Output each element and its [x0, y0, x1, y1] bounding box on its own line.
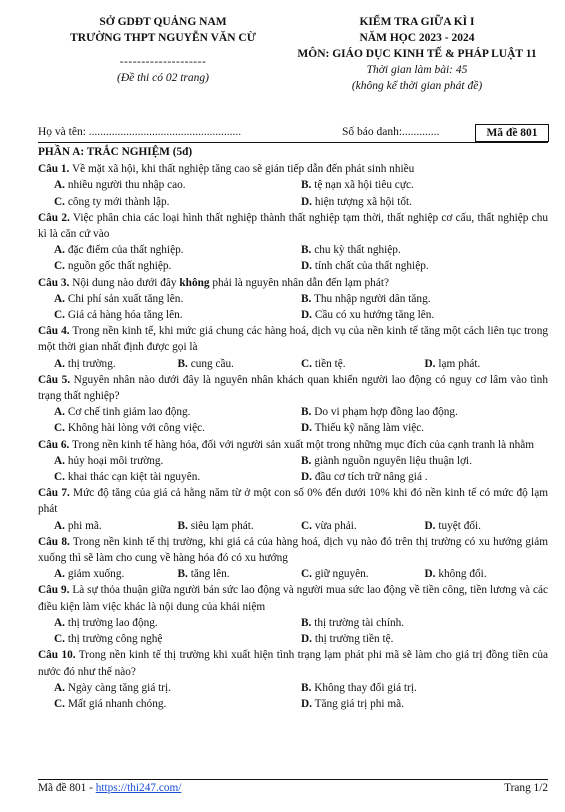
- option-text: tính chất của thất nghiệp.: [314, 260, 429, 273]
- option-letter: D.: [424, 568, 436, 581]
- header-right: [272, 14, 562, 94]
- question-text: Nguyên nhân nào dưới đây là nguyên nhân khách quan khiến người lao động có nguy cơ lâm vào tình trạng thất nghiệp?: [38, 373, 548, 403]
- question-number: Câu 2.: [38, 211, 70, 224]
- option-letter: D.: [301, 309, 312, 322]
- option-letter: A.: [54, 179, 65, 192]
- option-letter: D.: [301, 260, 312, 273]
- options-2: [38, 242, 548, 274]
- option-text: phi mã.: [67, 519, 102, 532]
- option-a: [54, 615, 301, 631]
- option-text: Tăng giá trị phi mã.: [314, 697, 405, 710]
- question-3: [38, 275, 548, 291]
- option-d: [425, 356, 549, 372]
- question-number: Câu 9.: [38, 584, 70, 597]
- option-text: thị trường tiền tệ.: [314, 633, 394, 646]
- candidate-number-field: Số báo danh:.............: [342, 126, 440, 138]
- option-letter: B.: [301, 454, 312, 467]
- option-b: [178, 356, 302, 372]
- option-text: Cơ chế tinh giảm lao động.: [67, 406, 191, 419]
- option-text: chu kỳ thất nghiệp.: [314, 244, 401, 257]
- exam-code-box: Mã đề 801: [475, 124, 549, 142]
- option-text: hiện tượng xã hội tốt.: [314, 195, 412, 208]
- option-letter: B.: [301, 681, 312, 694]
- exam-content: [38, 144, 548, 712]
- options-3: [38, 291, 548, 323]
- part-a-title: PHẦN A: TRẮC NGHIỆM (5đ): [38, 146, 193, 158]
- option-letter: A.: [54, 568, 65, 581]
- option-c: [54, 194, 301, 210]
- student-info: [38, 124, 548, 142]
- option-text: thị trường tài chính.: [314, 616, 405, 629]
- option-b: [301, 615, 548, 631]
- option-letter: D.: [301, 471, 312, 484]
- option-d: [301, 258, 548, 274]
- option-text: tiền tệ.: [314, 357, 346, 370]
- question-10: [38, 647, 548, 679]
- option-text: Cầu có xu hướng tăng lên.: [314, 309, 435, 322]
- option-text: tệ nạn xã hội tiêu cực.: [314, 179, 414, 192]
- option-a: [54, 680, 301, 696]
- question-list: [38, 161, 548, 712]
- option-letter: B.: [301, 244, 312, 257]
- footer-link[interactable]: https://thi247.com/: [95, 782, 182, 794]
- option-text: tuyệt đối.: [438, 519, 481, 532]
- options-6: [38, 453, 548, 485]
- question-text-pre: Nội dung nào dưới đây: [69, 276, 180, 289]
- option-text: Không hài lòng với công việc.: [67, 422, 205, 435]
- option-d: [301, 469, 548, 485]
- question-7: [38, 485, 548, 517]
- option-letter: A.: [54, 681, 65, 694]
- question-9: [38, 582, 548, 614]
- option-a: [54, 453, 301, 469]
- option-text: nhiều người thu nhập cao.: [67, 179, 186, 192]
- option-letter: C.: [301, 357, 312, 370]
- option-text: khai thác cạn kiệt tài nguyên.: [67, 471, 201, 484]
- question-6: [38, 437, 548, 453]
- option-letter: B.: [301, 179, 312, 192]
- option-d: [301, 696, 548, 712]
- option-letter: C.: [54, 471, 65, 484]
- name-field: Họ và tên: .....................................................: [38, 126, 242, 138]
- option-d: [301, 420, 548, 436]
- option-text: Chi phí sản xuất tăng lên.: [67, 292, 184, 305]
- option-a: [54, 566, 178, 582]
- option-letter: B.: [301, 616, 312, 629]
- option-letter: C.: [54, 260, 65, 273]
- subject: MÔN: GIÁO DỤC KINH TẾ & PHÁP LUẬT 11: [297, 48, 537, 60]
- question-text: Mức độ tăng của giá cả hằng năm từ ở một con số 0% đến dưới 10% khi đó nền kinh tế có mức độ lạm phát: [38, 487, 548, 516]
- option-a: [54, 404, 301, 420]
- option-text: cung cầu.: [190, 357, 234, 370]
- option-letter: D.: [424, 357, 436, 370]
- options-10: [38, 680, 548, 712]
- option-c: [301, 356, 425, 372]
- option-letter: C.: [54, 195, 65, 208]
- option-a: [54, 356, 178, 372]
- option-letter: D.: [301, 697, 312, 710]
- option-letter: C.: [54, 633, 65, 646]
- question-8: [38, 534, 548, 566]
- option-text: Do vi phạm hợp đồng lao động.: [314, 406, 458, 419]
- option-a: [54, 291, 301, 307]
- time-limit: Thời gian làm bài: 45: [366, 64, 468, 76]
- option-letter: A.: [54, 244, 65, 257]
- option-letter: B.: [301, 292, 312, 305]
- option-text: đầu cơ tích trữ nâng giá .: [314, 471, 428, 484]
- option-text: siêu lạm phát.: [190, 519, 254, 532]
- option-letter: C.: [301, 568, 312, 581]
- option-text: thị trường lao động.: [67, 616, 158, 629]
- options-8: [38, 566, 548, 582]
- question-text: Là sự thỏa thuận giữa người bán sức lao động và người mua sức lao động về tiền công, tiền lương và các điều kiện làm việc khác là nội dung của khái niệm: [38, 584, 548, 613]
- option-c: [54, 696, 301, 712]
- question-text-bold: không: [179, 276, 210, 289]
- option-text: giảm xuống.: [67, 568, 125, 581]
- option-text: giành nguồn nguyên liệu thuận lợi.: [314, 454, 473, 467]
- option-text: Ngày càng tăng giá trị.: [67, 681, 172, 694]
- question-number: Câu 1.: [38, 163, 70, 176]
- option-text: công ty mới thành lập.: [67, 195, 170, 208]
- question-number: Câu 3.: [38, 276, 70, 289]
- question-text: Trong nền kinh tế, khi mức giá chung các hàng hoá, dịch vụ của nền kinh tế tăng một cách liên tục trong một thời gian nhất định được gọi là: [38, 325, 548, 354]
- option-c: [301, 518, 425, 534]
- option-letter: A.: [54, 616, 65, 629]
- option-letter: D.: [301, 422, 312, 435]
- option-b: [301, 242, 548, 258]
- option-text: đặc điểm của thất nghiệp.: [67, 244, 184, 257]
- option-letter: A.: [54, 454, 65, 467]
- options-4: [38, 356, 548, 372]
- question-text: Trong nền kinh tế hàng hóa, đối với người sản xuất một trong những mục đích của cạnh tranh là nhằm: [69, 438, 535, 451]
- option-d: [301, 307, 548, 323]
- question-text: Trong nền kinh tế thị trường khi xuất hiện tình trạng lạm phát phi mã sẽ làm cho giá trị đồng tiền của nước đó như thế nào?: [38, 649, 548, 678]
- options-7: [38, 518, 548, 534]
- option-c: [54, 631, 301, 647]
- option-letter: D.: [301, 195, 312, 208]
- options-5: [38, 404, 548, 436]
- school-name: TRƯỜNG THPT NGUYỄN VĂN CỪ: [70, 32, 256, 44]
- option-text: lạm phát.: [438, 357, 481, 370]
- question-text-post: phải là nguyên nhân dẫn đến lạm phát?: [209, 276, 389, 289]
- option-b: [301, 177, 548, 193]
- option-d: [425, 566, 549, 582]
- option-c: [54, 420, 301, 436]
- question-1: [38, 161, 548, 177]
- option-text: hủy hoại môi trường.: [67, 454, 164, 467]
- page-count-note: (Đề thi có 02 trang): [117, 72, 209, 84]
- option-letter: A.: [54, 406, 65, 419]
- option-c: [301, 566, 425, 582]
- question-number: Câu 10.: [38, 649, 76, 662]
- department-name: SỞ GDĐT QUẢNG NAM: [99, 16, 227, 28]
- option-b: [301, 404, 548, 420]
- option-text: giữ nguyên.: [314, 568, 369, 581]
- option-letter: B.: [177, 519, 188, 532]
- question-number: Câu 4.: [38, 325, 70, 338]
- option-text: Giá cả hàng hóa tăng lên.: [67, 309, 183, 322]
- option-d: [425, 518, 549, 534]
- header-left: [28, 14, 298, 86]
- option-c: [54, 307, 301, 323]
- question-number: Câu 7.: [38, 487, 70, 500]
- option-letter: A.: [54, 519, 65, 532]
- school-year: NĂM HỌC 2023 - 2024: [359, 32, 475, 44]
- option-text: tăng lên.: [190, 568, 230, 581]
- option-b: [301, 291, 548, 307]
- question-text: Về mặt xã hội, khi thất nghiệp tăng cao sẽ gián tiếp dẫn đến phát sinh nhiều: [69, 163, 415, 176]
- option-text: không đổi.: [438, 568, 487, 581]
- option-d: [301, 631, 548, 647]
- option-text: nguồn gốc thất nghiệp.: [67, 260, 172, 273]
- time-note: (không kể thời gian phát đề): [351, 80, 483, 92]
- option-text: Không thay đổi giá trị.: [314, 681, 417, 694]
- options-9: [38, 615, 548, 647]
- option-text: thị trường công nghệ: [67, 633, 163, 646]
- option-letter: D.: [424, 519, 436, 532]
- option-text: vừa phải.: [314, 519, 357, 532]
- question-4: [38, 323, 548, 355]
- option-a: [54, 242, 301, 258]
- page-footer: [38, 779, 548, 794]
- option-b: [301, 680, 548, 696]
- option-text: thị trường.: [67, 357, 116, 370]
- options-1: [38, 177, 548, 209]
- option-letter: C.: [54, 309, 65, 322]
- question-5: [38, 372, 548, 404]
- option-letter: B.: [177, 357, 188, 370]
- header-separator: [38, 142, 548, 143]
- question-number: Câu 8.: [38, 535, 70, 548]
- exam-title: KIỂM TRA GIỮA KÌ I: [359, 16, 475, 28]
- option-d: [301, 194, 548, 210]
- option-b: [301, 453, 548, 469]
- question-number: Câu 6.: [38, 438, 70, 451]
- question-text: Trong nền kinh tế thị trường, khi giá cả của hàng hoá, dịch vụ nào đó trên thị trường có xu hướng giảm xuống thì sẽ làm cho cung về hàng hóa đó có xu hướng: [38, 535, 548, 565]
- page-number: Trang 1/2: [504, 782, 548, 794]
- option-c: [54, 258, 301, 274]
- option-text: Thiếu kỹ năng làm việc.: [314, 422, 425, 435]
- option-letter: B.: [177, 568, 188, 581]
- option-letter: C.: [301, 519, 312, 532]
- option-a: [54, 518, 178, 534]
- option-letter: C.: [54, 697, 65, 710]
- option-letter: A.: [54, 292, 65, 305]
- option-a: [54, 177, 301, 193]
- question-2: [38, 210, 548, 242]
- footer-exam-code: Mã đề 801 -: [38, 782, 96, 794]
- option-letter: B.: [301, 406, 312, 419]
- divider-dashes: --------------------: [119, 56, 207, 68]
- option-b: [178, 566, 302, 582]
- option-letter: A.: [54, 357, 65, 370]
- option-text: Thu nhập người dân tăng.: [313, 292, 431, 305]
- question-number: Câu 5.: [38, 373, 71, 386]
- option-letter: C.: [54, 422, 65, 435]
- question-text: Việc phân chia các loại hình thất nghiệp thành thất nghiệp tạm thời, thất nghiệp cơ cấu, thất nghiệp chu kì là căn cứ vào: [38, 211, 548, 241]
- option-letter: D.: [301, 633, 312, 646]
- option-c: [54, 469, 301, 485]
- option-text: Mất giá nhanh chóng.: [67, 697, 167, 710]
- option-b: [178, 518, 302, 534]
